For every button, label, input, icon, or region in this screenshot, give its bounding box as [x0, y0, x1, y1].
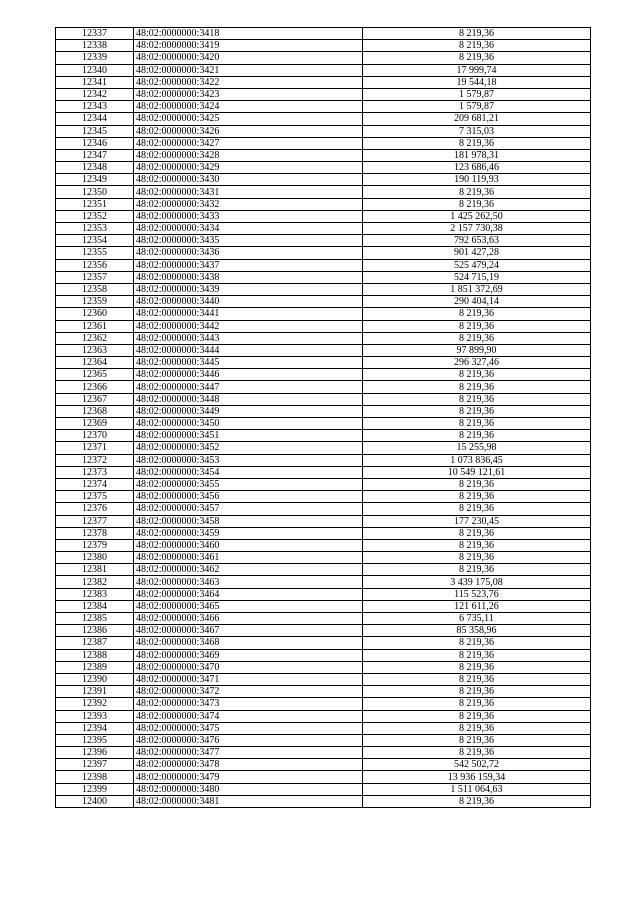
row-number-cell: 12355: [56, 247, 134, 259]
table-row: [56, 137, 591, 149]
table-row: [56, 747, 591, 759]
value-cell: 525 479,24: [363, 259, 591, 271]
row-number-cell: 12347: [56, 149, 134, 161]
value-cell: 8 219,36: [363, 52, 591, 64]
cadastral-number-cell: 48:02:0000000:3434: [134, 223, 363, 235]
row-number-cell: 12352: [56, 210, 134, 222]
cadastral-number-cell: 48:02:0000000:3457: [134, 503, 363, 515]
table-row: [56, 673, 591, 685]
cadastral-number-cell: 48:02:0000000:3452: [134, 442, 363, 454]
cadastral-number-cell: 48:02:0000000:3437: [134, 259, 363, 271]
row-number-cell: 12348: [56, 162, 134, 174]
row-number-cell: 12345: [56, 125, 134, 137]
row-number-cell: 12380: [56, 552, 134, 564]
value-cell: 8 219,36: [363, 637, 591, 649]
row-number-cell: 12338: [56, 40, 134, 52]
cadastral-number-cell: 48:02:0000000:3426: [134, 125, 363, 137]
cadastral-number-cell: 48:02:0000000:3475: [134, 722, 363, 734]
row-number-cell: 12356: [56, 259, 134, 271]
value-cell: 542 502,72: [363, 759, 591, 771]
table-row: [56, 442, 591, 454]
row-number-cell: 12371: [56, 442, 134, 454]
row-number-cell: 12344: [56, 113, 134, 125]
cadastral-number-cell: 48:02:0000000:3471: [134, 673, 363, 685]
table-row: [56, 125, 591, 137]
table-row: [56, 552, 591, 564]
table-row: [56, 393, 591, 405]
value-cell: 209 681,21: [363, 113, 591, 125]
cadastral-number-cell: 48:02:0000000:3423: [134, 88, 363, 100]
value-cell: 1 579,87: [363, 101, 591, 113]
table-row: [56, 210, 591, 222]
table-row: [56, 344, 591, 356]
cadastral-number-cell: 48:02:0000000:3448: [134, 393, 363, 405]
value-cell: 85 358,96: [363, 625, 591, 637]
cadastral-number-cell: 48:02:0000000:3418: [134, 28, 363, 40]
cadastral-number-cell: 48:02:0000000:3419: [134, 40, 363, 52]
row-number-cell: 12342: [56, 88, 134, 100]
row-number-cell: 12388: [56, 649, 134, 661]
value-cell: 8 219,36: [363, 381, 591, 393]
table-row: [56, 491, 591, 503]
value-cell: 121 611,26: [363, 600, 591, 612]
cadastral-number-cell: 48:02:0000000:3444: [134, 344, 363, 356]
value-cell: 8 219,36: [363, 405, 591, 417]
table-row: [56, 454, 591, 466]
row-number-cell: 12365: [56, 369, 134, 381]
cadastral-number-cell: 48:02:0000000:3433: [134, 210, 363, 222]
value-cell: 8 219,36: [363, 539, 591, 551]
value-cell: 296 327,46: [363, 357, 591, 369]
row-number-cell: 12386: [56, 625, 134, 637]
value-cell: 8 219,36: [363, 430, 591, 442]
row-number-cell: 12396: [56, 747, 134, 759]
row-number-cell: 12397: [56, 759, 134, 771]
row-number-cell: 12360: [56, 308, 134, 320]
table-row: [56, 466, 591, 478]
value-cell: 8 219,36: [363, 552, 591, 564]
value-cell: 3 439 175,08: [363, 576, 591, 588]
cadastral-number-cell: 48:02:0000000:3455: [134, 478, 363, 490]
value-cell: 8 219,36: [363, 564, 591, 576]
value-cell: 8 219,36: [363, 491, 591, 503]
table-row: [56, 405, 591, 417]
row-number-cell: 12362: [56, 332, 134, 344]
table-row: [56, 357, 591, 369]
row-number-cell: 12379: [56, 539, 134, 551]
row-number-cell: 12387: [56, 637, 134, 649]
value-cell: 8 219,36: [363, 698, 591, 710]
cadastral-number-cell: 48:02:0000000:3430: [134, 174, 363, 186]
value-cell: 15 255,98: [363, 442, 591, 454]
table-row: [56, 40, 591, 52]
row-number-cell: 12359: [56, 296, 134, 308]
table-row: [56, 771, 591, 783]
table-row: [56, 418, 591, 430]
row-number-cell: 12389: [56, 661, 134, 673]
cadastral-number-cell: 48:02:0000000:3451: [134, 430, 363, 442]
value-cell: 123 686,46: [363, 162, 591, 174]
table-row: [56, 783, 591, 795]
cadastral-number-cell: 48:02:0000000:3428: [134, 149, 363, 161]
table-row: [56, 296, 591, 308]
value-cell: 1 579,87: [363, 88, 591, 100]
cadastral-number-cell: 48:02:0000000:3422: [134, 76, 363, 88]
table-row: [56, 320, 591, 332]
table-row: [56, 625, 591, 637]
row-number-cell: 12353: [56, 223, 134, 235]
table-row: [56, 271, 591, 283]
table-row: [56, 576, 591, 588]
table-row: [56, 149, 591, 161]
value-cell: 8 219,36: [363, 332, 591, 344]
table-row: [56, 64, 591, 76]
table-row: [56, 661, 591, 673]
value-cell: 8 219,36: [363, 673, 591, 685]
cadastral-number-cell: 48:02:0000000:3454: [134, 466, 363, 478]
value-cell: 8 219,36: [363, 418, 591, 430]
value-cell: 8 219,36: [363, 393, 591, 405]
cadastral-number-cell: 48:02:0000000:3440: [134, 296, 363, 308]
row-number-cell: 12383: [56, 588, 134, 600]
row-number-cell: 12350: [56, 186, 134, 198]
table-row: [56, 101, 591, 113]
table-row: [56, 223, 591, 235]
value-cell: 8 219,36: [363, 649, 591, 661]
row-number-cell: 12337: [56, 28, 134, 40]
value-cell: 97 899,90: [363, 344, 591, 356]
row-number-cell: 12364: [56, 357, 134, 369]
cadastral-number-cell: 48:02:0000000:3439: [134, 283, 363, 295]
table-row: [56, 698, 591, 710]
cadastral-number-cell: 48:02:0000000:3447: [134, 381, 363, 393]
cadastral-number-cell: 48:02:0000000:3436: [134, 247, 363, 259]
table-row: [56, 113, 591, 125]
cadastral-number-cell: 48:02:0000000:3470: [134, 661, 363, 673]
row-number-cell: 12361: [56, 320, 134, 332]
cadastral-number-cell: 48:02:0000000:3481: [134, 795, 363, 807]
table-row: [56, 515, 591, 527]
row-number-cell: 12374: [56, 478, 134, 490]
table-row: [56, 88, 591, 100]
row-number-cell: 12394: [56, 722, 134, 734]
table-row: [56, 564, 591, 576]
row-number-cell: 12377: [56, 515, 134, 527]
cadastral-number-cell: 48:02:0000000:3458: [134, 515, 363, 527]
cadastral-number-cell: 48:02:0000000:3473: [134, 698, 363, 710]
cadastral-number-cell: 48:02:0000000:3472: [134, 686, 363, 698]
value-cell: 10 549 121,61: [363, 466, 591, 478]
row-number-cell: 12391: [56, 686, 134, 698]
row-number-cell: 12349: [56, 174, 134, 186]
cadastral-number-cell: 48:02:0000000:3477: [134, 747, 363, 759]
table-row: [56, 247, 591, 259]
value-cell: 792 653,63: [363, 235, 591, 247]
cadastral-number-cell: 48:02:0000000:3456: [134, 491, 363, 503]
value-cell: 13 936 159,34: [363, 771, 591, 783]
table-row: [56, 198, 591, 210]
table-row: [56, 478, 591, 490]
value-cell: 8 219,36: [363, 661, 591, 673]
table-row: [56, 52, 591, 64]
value-cell: 6 735,11: [363, 613, 591, 625]
cadastral-number-cell: 48:02:0000000:3435: [134, 235, 363, 247]
table-row: [56, 430, 591, 442]
row-number-cell: 12384: [56, 600, 134, 612]
row-number-cell: 12382: [56, 576, 134, 588]
cadastral-number-cell: 48:02:0000000:3459: [134, 527, 363, 539]
cadastral-number-cell: 48:02:0000000:3441: [134, 308, 363, 320]
value-cell: 8 219,36: [363, 137, 591, 149]
cadastral-number-cell: 48:02:0000000:3462: [134, 564, 363, 576]
row-number-cell: 12372: [56, 454, 134, 466]
table-row: [56, 613, 591, 625]
cadastral-number-cell: 48:02:0000000:3438: [134, 271, 363, 283]
table-row: [56, 76, 591, 88]
table-row: [56, 588, 591, 600]
value-cell: 8 219,36: [363, 686, 591, 698]
cadastral-number-cell: 48:02:0000000:3443: [134, 332, 363, 344]
table-body: [56, 28, 591, 808]
cadastral-number-cell: 48:02:0000000:3442: [134, 320, 363, 332]
value-cell: 1 511 064,63: [363, 783, 591, 795]
row-number-cell: 12398: [56, 771, 134, 783]
table-row: [56, 795, 591, 807]
value-cell: 8 219,36: [363, 320, 591, 332]
table-row: [56, 503, 591, 515]
cadastral-number-cell: 48:02:0000000:3425: [134, 113, 363, 125]
cadastral-number-cell: 48:02:0000000:3432: [134, 198, 363, 210]
value-cell: 8 219,36: [363, 28, 591, 40]
value-cell: 2 157 730,38: [363, 223, 591, 235]
cadastral-number-cell: 48:02:0000000:3450: [134, 418, 363, 430]
cadastral-number-cell: 48:02:0000000:3421: [134, 64, 363, 76]
cadastral-number-cell: 48:02:0000000:3461: [134, 552, 363, 564]
table-row: [56, 600, 591, 612]
value-cell: 8 219,36: [363, 198, 591, 210]
cadastral-number-cell: 48:02:0000000:3479: [134, 771, 363, 783]
cadastral-number-cell: 48:02:0000000:3427: [134, 137, 363, 149]
table-row: [56, 539, 591, 551]
value-cell: 181 978,31: [363, 149, 591, 161]
row-number-cell: 12358: [56, 283, 134, 295]
table-row: [56, 162, 591, 174]
row-number-cell: 12366: [56, 381, 134, 393]
value-cell: 1 073 836,45: [363, 454, 591, 466]
value-cell: 8 219,36: [363, 795, 591, 807]
row-number-cell: 12395: [56, 734, 134, 746]
row-number-cell: 12400: [56, 795, 134, 807]
value-cell: 177 230,45: [363, 515, 591, 527]
table-row: [56, 759, 591, 771]
value-cell: 1 851 372,69: [363, 283, 591, 295]
row-number-cell: 12370: [56, 430, 134, 442]
row-number-cell: 12385: [56, 613, 134, 625]
cadastral-number-cell: 48:02:0000000:3480: [134, 783, 363, 795]
row-number-cell: 12357: [56, 271, 134, 283]
cadastral-number-cell: 48:02:0000000:3476: [134, 734, 363, 746]
table-row: [56, 186, 591, 198]
cadastral-number-cell: 48:02:0000000:3431: [134, 186, 363, 198]
row-number-cell: 12392: [56, 698, 134, 710]
table-row: [56, 686, 591, 698]
row-number-cell: 12378: [56, 527, 134, 539]
table-row: [56, 637, 591, 649]
cadastral-number-cell: 48:02:0000000:3429: [134, 162, 363, 174]
cadastral-number-cell: 48:02:0000000:3467: [134, 625, 363, 637]
row-number-cell: 12373: [56, 466, 134, 478]
cadastral-number-cell: 48:02:0000000:3445: [134, 357, 363, 369]
table-row: [56, 369, 591, 381]
value-cell: 8 219,36: [363, 369, 591, 381]
table-row: [56, 710, 591, 722]
table-row: [56, 649, 591, 661]
row-number-cell: 12339: [56, 52, 134, 64]
value-cell: 190 119,93: [363, 174, 591, 186]
cadastral-number-cell: 48:02:0000000:3463: [134, 576, 363, 588]
row-number-cell: 12346: [56, 137, 134, 149]
value-cell: 290 404,14: [363, 296, 591, 308]
table-row: [56, 734, 591, 746]
row-number-cell: 12341: [56, 76, 134, 88]
cadastral-number-cell: 48:02:0000000:3446: [134, 369, 363, 381]
cadastral-number-cell: 48:02:0000000:3469: [134, 649, 363, 661]
row-number-cell: 12354: [56, 235, 134, 247]
value-cell: 524 715,19: [363, 271, 591, 283]
row-number-cell: 12393: [56, 710, 134, 722]
cadastral-number-cell: 48:02:0000000:3460: [134, 539, 363, 551]
row-number-cell: 12399: [56, 783, 134, 795]
value-cell: 8 219,36: [363, 527, 591, 539]
table-row: [56, 28, 591, 40]
table-row: [56, 259, 591, 271]
table-row: [56, 283, 591, 295]
row-number-cell: 12340: [56, 64, 134, 76]
row-number-cell: 12367: [56, 393, 134, 405]
cadastral-number-cell: 48:02:0000000:3474: [134, 710, 363, 722]
table-row: [56, 308, 591, 320]
value-cell: 17 999,74: [363, 64, 591, 76]
table-row: [56, 235, 591, 247]
row-number-cell: 12376: [56, 503, 134, 515]
table-row: [56, 381, 591, 393]
value-cell: 8 219,36: [363, 478, 591, 490]
cadastral-number-cell: 48:02:0000000:3466: [134, 613, 363, 625]
value-cell: 8 219,36: [363, 747, 591, 759]
cadastral-number-cell: 48:02:0000000:3420: [134, 52, 363, 64]
cadastral-number-cell: 48:02:0000000:3468: [134, 637, 363, 649]
table-row: [56, 527, 591, 539]
value-cell: 19 544,18: [363, 76, 591, 88]
value-cell: 1 425 262,50: [363, 210, 591, 222]
value-cell: 901 427,28: [363, 247, 591, 259]
cadastral-value-table: [55, 27, 591, 808]
row-number-cell: 12381: [56, 564, 134, 576]
table-row: [56, 722, 591, 734]
table-row: [56, 332, 591, 344]
cadastral-number-cell: 48:02:0000000:3478: [134, 759, 363, 771]
value-cell: 8 219,36: [363, 40, 591, 52]
value-cell: 8 219,36: [363, 734, 591, 746]
cadastral-number-cell: 48:02:0000000:3449: [134, 405, 363, 417]
value-cell: 7 315,03: [363, 125, 591, 137]
cadastral-number-cell: 48:02:0000000:3464: [134, 588, 363, 600]
value-cell: 115 523,76: [363, 588, 591, 600]
row-number-cell: 12369: [56, 418, 134, 430]
row-number-cell: 12351: [56, 198, 134, 210]
row-number-cell: 12375: [56, 491, 134, 503]
value-cell: 8 219,36: [363, 722, 591, 734]
row-number-cell: 12390: [56, 673, 134, 685]
cadastral-number-cell: 48:02:0000000:3453: [134, 454, 363, 466]
row-number-cell: 12368: [56, 405, 134, 417]
table-row: [56, 174, 591, 186]
value-cell: 8 219,36: [363, 710, 591, 722]
cadastral-number-cell: 48:02:0000000:3465: [134, 600, 363, 612]
value-cell: 8 219,36: [363, 308, 591, 320]
value-cell: 8 219,36: [363, 503, 591, 515]
value-cell: 8 219,36: [363, 186, 591, 198]
row-number-cell: 12343: [56, 101, 134, 113]
row-number-cell: 12363: [56, 344, 134, 356]
cadastral-number-cell: 48:02:0000000:3424: [134, 101, 363, 113]
